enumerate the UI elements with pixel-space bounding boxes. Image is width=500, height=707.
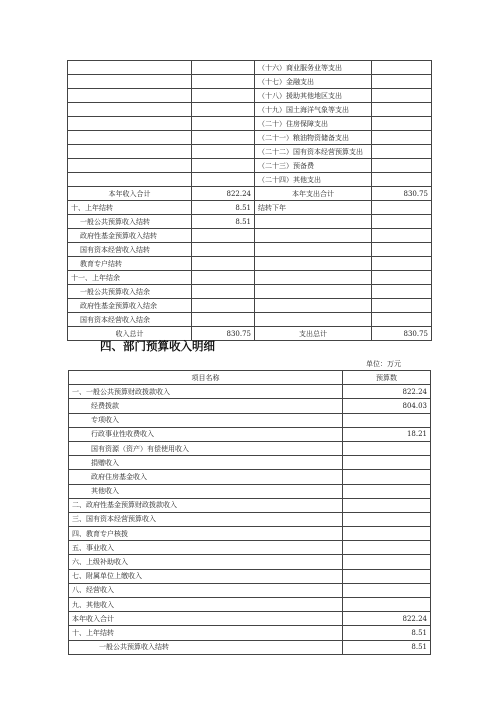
empty-cell [255, 271, 372, 285]
item-name: 七、附属单位上缴收入 [69, 569, 343, 583]
balance-row-label: 国有资本经营收入结余 [68, 313, 192, 327]
income-label-cell [68, 61, 192, 75]
expense-item-label: （二十三）预备费 [255, 159, 372, 173]
item-name: 一般公共预算收入结转 [69, 640, 343, 654]
expense-item-value [372, 159, 432, 173]
item-amount [343, 527, 431, 541]
item-name: 一、一般公共预算财政拨款收入 [69, 385, 343, 399]
table-row [68, 117, 432, 131]
income-detail-table [68, 370, 431, 655]
expense-item-value [372, 89, 432, 103]
table-row [69, 484, 431, 498]
table-row [68, 187, 432, 201]
income-value-cell [192, 117, 255, 131]
carry-row-label: 国有资本经营收入结转 [68, 243, 192, 257]
expense-item-label: （十九）国土海洋气象等支出 [255, 103, 372, 117]
balance-row-label: 政府性基金预算收入结余 [68, 299, 192, 313]
item-amount: 18.21 [343, 427, 431, 441]
item-name: 行政事业性收费收入 [69, 427, 343, 441]
item-name: 其他收入 [69, 484, 343, 498]
table-row [69, 385, 431, 399]
item-name: 十、上年结转 [69, 626, 343, 640]
item-name: 国有资源（资产）有偿使用收入 [69, 441, 343, 455]
empty-cell [255, 229, 372, 243]
expense-item-label: （十八）援助其他地区支出 [255, 89, 372, 103]
table-row [68, 201, 432, 215]
empty-cell [372, 271, 432, 285]
table-row [69, 498, 431, 512]
carry-in-label: 十、上年结转 [68, 201, 192, 215]
income-label-cell [68, 145, 192, 159]
item-amount [343, 512, 431, 526]
table-row [69, 456, 431, 470]
empty-cell [255, 285, 372, 299]
empty-cell [372, 285, 432, 299]
table-row [69, 413, 431, 427]
carry-in-value: 8.51 [192, 201, 255, 215]
expense-item-value [372, 75, 432, 89]
empty-cell [192, 299, 255, 313]
carry-row-label: 政府性基金预算收入结转 [68, 229, 192, 243]
empty-cell [372, 313, 432, 327]
table-row [68, 313, 432, 327]
expense-item-label: （十七）金融支出 [255, 75, 372, 89]
table-row [68, 271, 432, 285]
table-row [68, 61, 432, 75]
table-row [68, 229, 432, 243]
table-row [68, 131, 432, 145]
expense-item-label: （二十二）国有资本经营预算支出 [255, 145, 372, 159]
item-amount: 8.51 [343, 626, 431, 640]
income-value-cell [192, 145, 255, 159]
income-total-label: 本年收入合计 [68, 187, 192, 201]
expense-total-label: 本年支出合计 [255, 187, 372, 201]
section-title: 四、部门预算收入明细 [100, 339, 215, 353]
table-row [69, 470, 431, 484]
expense-item-value [372, 61, 432, 75]
item-name: 六、上级补助收入 [69, 555, 343, 569]
expense-item-value [372, 173, 432, 187]
table-row [68, 243, 432, 257]
item-name: 三、国有资本经营预算收入 [69, 512, 343, 526]
income-total-value: 822.24 [192, 187, 255, 201]
income-value-cell [192, 173, 255, 187]
item-name: 捐赠收入 [69, 456, 343, 470]
table-row [69, 541, 431, 555]
grand-income-label: 收入总计 [68, 327, 192, 341]
item-amount [343, 498, 431, 512]
grand-expense-value: 830.75 [372, 327, 432, 341]
budget-summary-table [67, 60, 432, 341]
table-row [69, 441, 431, 455]
empty-cell [192, 271, 255, 285]
table-row [69, 512, 431, 526]
expense-item-value [372, 145, 432, 159]
empty-cell [255, 215, 372, 229]
table-row [68, 299, 432, 313]
income-value-cell [192, 75, 255, 89]
table-row [69, 555, 431, 569]
balance-row-label: 一般公共预算收入结余 [68, 285, 192, 299]
item-amount [343, 598, 431, 612]
item-amount: 8.51 [343, 640, 431, 654]
expense-total-value: 830.75 [372, 187, 432, 201]
item-amount [343, 555, 431, 569]
carry-row-value [192, 243, 255, 257]
item-amount [343, 484, 431, 498]
item-amount [343, 583, 431, 597]
table-row [69, 626, 431, 640]
carry-row-value: 8.51 [192, 215, 255, 229]
item-amount [343, 413, 431, 427]
table-row [68, 145, 432, 159]
table-row [68, 103, 432, 117]
balance-label: 十一、上年结余 [68, 271, 192, 285]
table-row [68, 159, 432, 173]
empty-cell [255, 313, 372, 327]
expense-item-label: （二十一）粮油物资储备支出 [255, 131, 372, 145]
empty-cell [192, 285, 255, 299]
carry-out-label: 结转下年 [255, 201, 372, 215]
table-row [68, 215, 432, 229]
empty-cell [372, 299, 432, 313]
empty-cell [192, 313, 255, 327]
income-label-cell [68, 75, 192, 89]
table-row [69, 569, 431, 583]
expense-item-label: （二十）住房保障支出 [255, 117, 372, 131]
carry-row-value [192, 257, 255, 271]
income-label-cell [68, 89, 192, 103]
item-name: 四、教育专户核拨 [69, 527, 343, 541]
table-row [68, 285, 432, 299]
unit-label: 单位：万元 [366, 360, 401, 368]
carry-out-value [372, 201, 432, 215]
header-project-name: 项目名称 [69, 371, 343, 385]
item-name: 九、其他收入 [69, 598, 343, 612]
empty-cell [372, 257, 432, 271]
item-amount: 804.03 [343, 399, 431, 413]
table-row [69, 583, 431, 597]
table-row [68, 173, 432, 187]
item-amount: 822.24 [343, 612, 431, 626]
grand-expense-label: 支出总计 [255, 327, 372, 341]
carry-row-label: 教育专户结转 [68, 257, 192, 271]
income-value-cell [192, 131, 255, 145]
income-value-cell [192, 89, 255, 103]
item-amount: 822.24 [343, 385, 431, 399]
table-row [69, 371, 431, 385]
table-row [68, 257, 432, 271]
empty-cell [255, 243, 372, 257]
item-amount [343, 456, 431, 470]
expense-item-value [372, 103, 432, 117]
empty-cell [255, 257, 372, 271]
empty-cell [255, 299, 372, 313]
income-label-cell [68, 131, 192, 145]
carry-row-value [192, 229, 255, 243]
item-name: 专项收入 [69, 413, 343, 427]
item-name: 八、经营收入 [69, 583, 343, 597]
item-name: 政府住房基金收入 [69, 470, 343, 484]
grand-income-value: 830.75 [192, 327, 255, 341]
carry-row-label: 一般公共预算收入结转 [68, 215, 192, 229]
item-amount [343, 441, 431, 455]
item-name: 五、事业收入 [69, 541, 343, 555]
expense-item-value [372, 117, 432, 131]
item-name: 二、政府性基金预算财政拨款收入 [69, 498, 343, 512]
table-row [68, 89, 432, 103]
item-amount [343, 541, 431, 555]
item-amount [343, 569, 431, 583]
income-value-cell [192, 159, 255, 173]
table-row [69, 598, 431, 612]
empty-cell [372, 243, 432, 257]
empty-cell [372, 229, 432, 243]
table-row [69, 612, 431, 626]
income-label-cell [68, 159, 192, 173]
income-label-cell [68, 103, 192, 117]
expense-item-value [372, 131, 432, 145]
table-row [69, 427, 431, 441]
table-row [69, 527, 431, 541]
expense-item-label: （十六）商业服务业等支出 [255, 61, 372, 75]
header-budget-amount: 预算数 [343, 371, 431, 385]
income-label-cell [68, 117, 192, 131]
item-name: 经费拨款 [69, 399, 343, 413]
table-row [69, 399, 431, 413]
income-value-cell [192, 61, 255, 75]
income-label-cell [68, 173, 192, 187]
item-name: 本年收入合计 [69, 612, 343, 626]
income-value-cell [192, 103, 255, 117]
expense-item-label: （二十四）其他支出 [255, 173, 372, 187]
table-row [69, 640, 431, 654]
item-amount [343, 470, 431, 484]
empty-cell [372, 215, 432, 229]
table-row [68, 75, 432, 89]
